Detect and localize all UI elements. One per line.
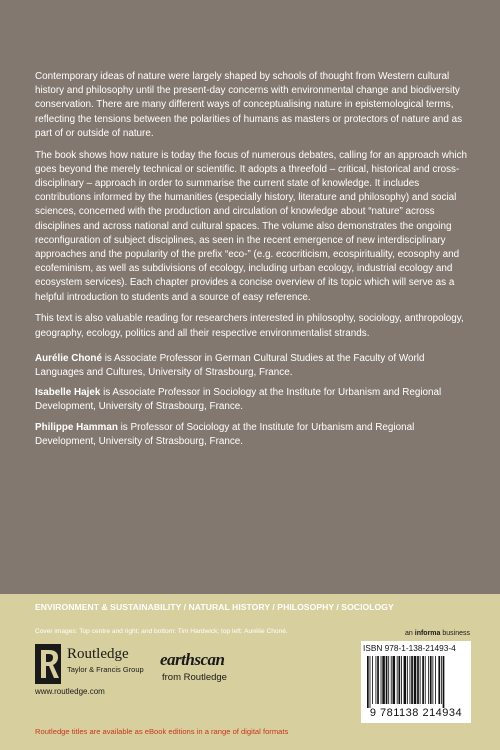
imprint-from: from Routledge: [162, 672, 227, 683]
publisher-group: Taylor & Francis Group: [67, 665, 144, 674]
description-paragraph-3: This text is also valuable reading for researchers interested in philosophy, sociology, anthropology, geography, ecology, politics and all their respective environmentalist strands.: [35, 313, 464, 339]
author-bio: [35, 421, 471, 449]
author-bio: [35, 386, 471, 414]
author-name: Philippe Hamman: [35, 421, 118, 433]
ebook-availability-note: Routledge titles are available as eBook editions in a range of digital formats: [35, 727, 289, 736]
imprint-name: earthscan: [160, 650, 225, 669]
informa-brand: informa: [414, 630, 441, 637]
publisher-name: Routledge: [67, 646, 129, 662]
barcode-icon: [363, 656, 469, 708]
author-name: Aurélie Choné: [35, 352, 102, 364]
author-name: Isabelle Hajek: [35, 387, 101, 399]
cover-image-credits: Cover images: Top centre and right; and bottom: Tim Hardwick; top left: Aurélie Choné.: [35, 628, 288, 635]
author-bio-text: is Professor of Sociology at the Institute for Urbanism and Regional Development, University of Strasbourg, France.: [35, 421, 415, 447]
author-bio: [35, 352, 471, 380]
description-paragraph-2: The book shows how nature is today the focus of numerous debates, calling for an approach which goes beyond the merely technical or scientific. It adopts a threefold – critical, historical and cross-disciplinary – approach in order to summarise the current state of knowledge. It includes contributions informed by the humanities (especially history, literature and philosophy) and social sciences, concerned with the production and circulation of knowledge about “nature” across disciplines and across national and cultural spaces. The volume also demonstrates the ongoing reconfiguration of subject disciplines, as seen in the recent emergence of new interdisciplinary approaches and the popularity of the prefix “eco-” (e.g. ecocriticism, ecospirituality, ecosophy and ecofeminism, as well as subdivisions of ecology, including urban ecology, industrial ecology and ecosystem services). Each chapter provides a concise overview of its topic which will serve as a helpful introduction to students and a source of easy reference.: [35, 149, 468, 303]
earthscan-logo: [160, 650, 235, 690]
author-bio-text: is Associate Professor in German Cultural Studies at the Faculty of World Languages and Cultures, University of Strasbourg, France.: [35, 352, 425, 379]
barcode-digits: 9 781138 214934: [369, 707, 463, 719]
isbn-number: ISBN 978-1-138-21493-4: [363, 643, 456, 653]
barcode-panel: [361, 641, 471, 723]
publisher-url: www.routledge.com: [35, 687, 105, 696]
book-description: [35, 70, 471, 455]
informa-business-note: [405, 630, 470, 637]
author-bio-text: is Associate Professor in Sociology at the Institute for Urbanism and Regional Development, University of Strasbourg, France.: [35, 387, 442, 413]
informa-suffix: business: [440, 630, 470, 637]
description-paragraph-1: Contemporary ideas of nature were largely shaped by schools of thought from Western cultural history and philosophy until the present-day concerns with environmental change and biodiversity conservation. There are many different ways of conceptualising nature in epistemological terms, reflecting the tensions between the polarities of humans as masters or protectors of nature and as part of or outside of nature.: [35, 71, 463, 139]
footer-band: [0, 620, 500, 750]
subject-categories: ENVIRONMENT & SUSTAINABILITY / NATURAL HISTORY / PHILOSOPHY / SOCIOLOGY: [35, 602, 394, 612]
informa-prefix: an: [405, 630, 415, 637]
routledge-logo: [35, 644, 155, 684]
routledge-r-icon: [35, 644, 61, 684]
